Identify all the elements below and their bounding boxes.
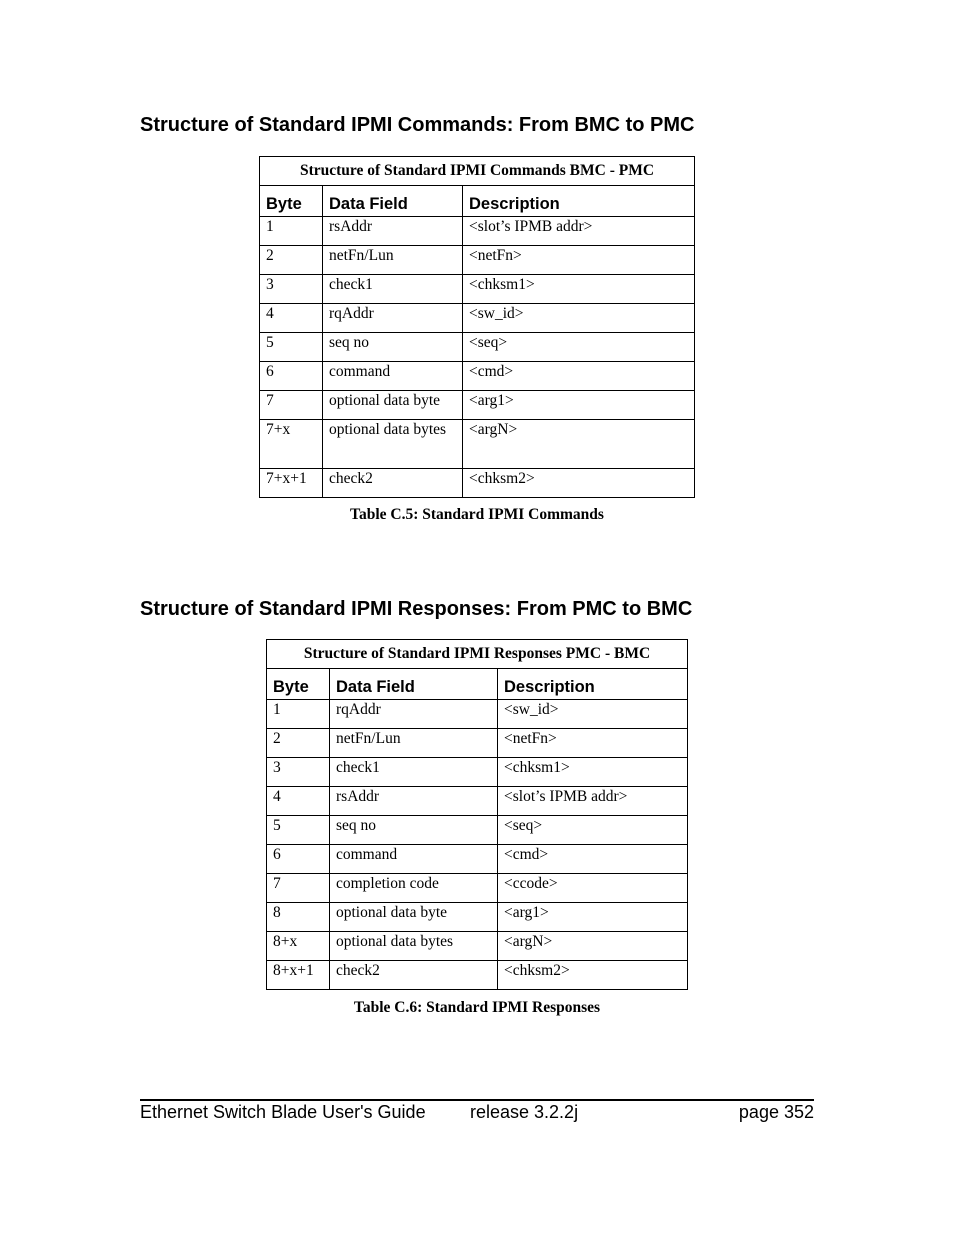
section-heading-responses: Structure of Standard IPMI Responses: From PMC to BMC [140, 598, 693, 620]
data-field-cell: optional data bytes [323, 420, 463, 469]
description-cell: <arg1> [498, 903, 688, 932]
table-title: Structure of Standard IPMI Responses PMC - BMC [267, 640, 688, 669]
byte-cell: 3 [267, 758, 330, 787]
data-field-cell: check1 [323, 275, 463, 304]
data-field-cell: command [323, 362, 463, 391]
table-title: Structure of Standard IPMI Commands BMC - PMC [260, 157, 695, 186]
data-field-cell: command [330, 845, 498, 874]
description-cell: <seq> [498, 816, 688, 845]
description-cell: <slot’s IPMB addr> [498, 787, 688, 816]
byte-cell: 3 [260, 275, 323, 304]
data-field-cell: completion code [330, 874, 498, 903]
column-header-byte: Byte [267, 669, 330, 700]
data-field-cell: check2 [330, 961, 498, 990]
data-field-cell: netFn/Lun [330, 729, 498, 758]
data-field-cell: check1 [330, 758, 498, 787]
description-cell: <chksm1> [498, 758, 688, 787]
data-field-cell: seq no [323, 333, 463, 362]
description-cell: <cmd> [498, 845, 688, 874]
byte-cell: 4 [267, 787, 330, 816]
table-row [260, 246, 695, 275]
description-cell: <sw_id> [498, 700, 688, 729]
data-field-cell: netFn/Lun [323, 246, 463, 275]
data-field-cell: seq no [330, 816, 498, 845]
description-cell: <chksm2> [498, 961, 688, 990]
description-cell: <argN> [463, 420, 695, 469]
byte-cell: 7 [267, 874, 330, 903]
commands-table [259, 156, 695, 498]
data-field-cell: optional data byte [330, 903, 498, 932]
footer-guide-title: Ethernet Switch Blade User's Guide [140, 1102, 426, 1122]
description-cell: <sw_id> [463, 304, 695, 333]
column-header-data-field: Data Field [323, 186, 463, 217]
byte-cell: 2 [260, 246, 323, 275]
table-row [267, 700, 688, 729]
table-row [260, 420, 695, 469]
data-field-cell: rsAddr [330, 787, 498, 816]
table-row [267, 758, 688, 787]
table-row [267, 903, 688, 932]
column-header-byte: Byte [260, 186, 323, 217]
description-cell: <netFn> [463, 246, 695, 275]
table-caption-c5: Table C.5: Standard IPMI Commands [350, 506, 604, 523]
description-cell: <slot’s IPMB addr> [463, 217, 695, 246]
byte-cell: 8 [267, 903, 330, 932]
byte-cell: 5 [267, 816, 330, 845]
table-row [267, 816, 688, 845]
column-header-description: Description [498, 669, 688, 700]
table-row [260, 362, 695, 391]
table-row [267, 787, 688, 816]
table-row [267, 845, 688, 874]
data-field-cell: optional data bytes [330, 932, 498, 961]
responses-table [266, 639, 688, 990]
table-row [267, 729, 688, 758]
table-row [260, 469, 695, 498]
section-heading-commands: Structure of Standard IPMI Commands: From BMC to PMC [140, 114, 695, 136]
byte-cell: 7+x+1 [260, 469, 323, 498]
table-row [267, 932, 688, 961]
footer-page-number: page 352 [738, 1102, 814, 1122]
byte-cell: 1 [260, 217, 323, 246]
footer-release: release 3.2.2j [470, 1102, 579, 1122]
byte-cell: 4 [260, 304, 323, 333]
byte-cell: 5 [260, 333, 323, 362]
description-cell: <chksm2> [463, 469, 695, 498]
table-row [260, 304, 695, 333]
byte-cell: 1 [267, 700, 330, 729]
description-cell: <seq> [463, 333, 695, 362]
column-header-description: Description [463, 186, 695, 217]
byte-cell: 7+x [260, 420, 323, 469]
description-cell: <ccode> [498, 874, 688, 903]
data-field-cell: rqAddr [323, 304, 463, 333]
byte-cell: 2 [267, 729, 330, 758]
byte-cell: 7 [260, 391, 323, 420]
table-caption-c6: Table C.6: Standard IPMI Responses [353, 999, 601, 1016]
table-row [267, 961, 688, 990]
byte-cell: 8+x [267, 932, 330, 961]
description-cell: <arg1> [463, 391, 695, 420]
byte-cell: 8+x+1 [267, 961, 330, 990]
table-row [260, 217, 695, 246]
data-field-cell: check2 [323, 469, 463, 498]
byte-cell: 6 [260, 362, 323, 391]
byte-cell: 6 [267, 845, 330, 874]
data-field-cell: optional data byte [323, 391, 463, 420]
table-row [260, 391, 695, 420]
table-row [260, 275, 695, 304]
table-row [267, 874, 688, 903]
column-header-data-field: Data Field [330, 669, 498, 700]
data-field-cell: rsAddr [323, 217, 463, 246]
description-cell: <argN> [498, 932, 688, 961]
table-row [260, 333, 695, 362]
description-cell: <chksm1> [463, 275, 695, 304]
description-cell: <netFn> [498, 729, 688, 758]
description-cell: <cmd> [463, 362, 695, 391]
data-field-cell: rqAddr [330, 700, 498, 729]
